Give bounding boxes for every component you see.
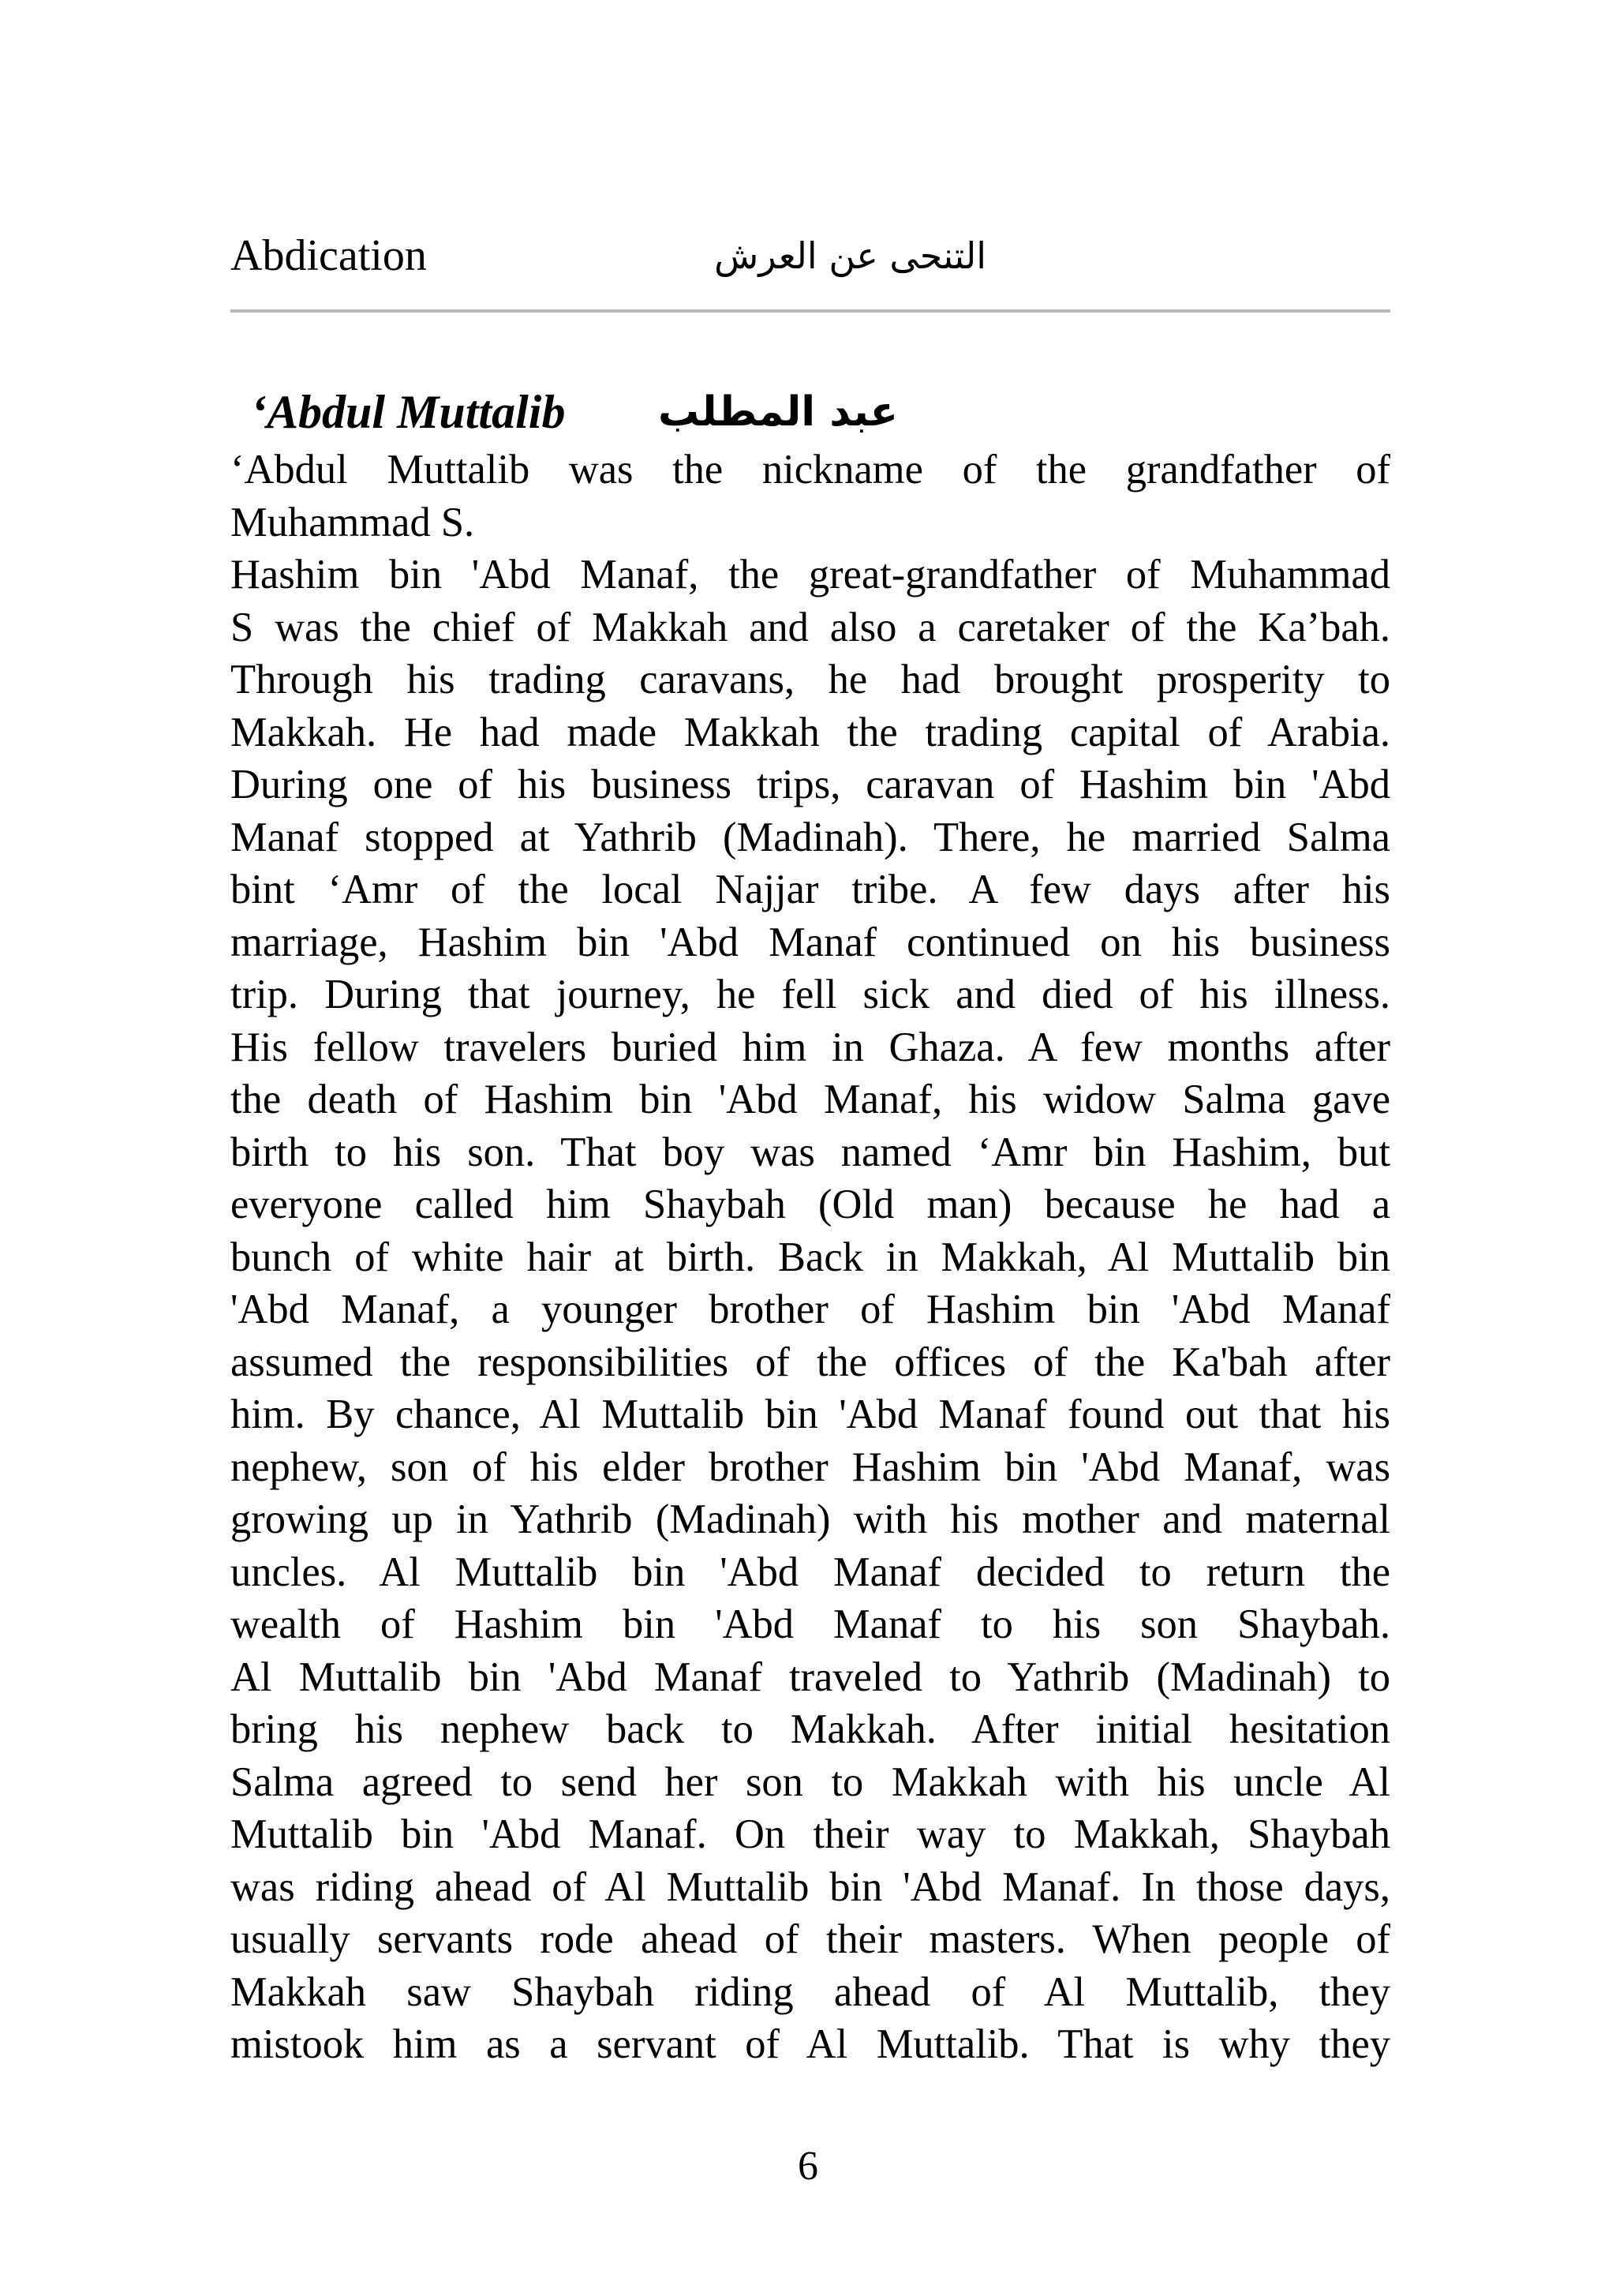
body-line: birth to his son. That boy was named ‘Amr bin Hashim, but xyxy=(230,1129,1390,1175)
body-line: was riding ahead of Al Muttalib bin 'Abd Manaf. In those days, xyxy=(230,1863,1390,1910)
body-text xyxy=(230,444,1390,2071)
body-line: His fellow travelers buried him in Ghaza. A few months after xyxy=(230,1024,1390,1070)
body-line: Salma agreed to send her son to Makkah with his uncle Al xyxy=(230,1759,1390,1805)
body-line: Hashim bin 'Abd Manaf, the great-grandfather of Muhammad xyxy=(230,552,1390,597)
body-line: assumed the responsibilities of the offices of the Ka'bah after xyxy=(230,1339,1390,1385)
section-title-english: ‘Abdul Muttalib xyxy=(251,386,566,438)
body-line: usually servants rode ahead of their masters. When people of xyxy=(230,1916,1390,1962)
body-line: bring his nephew back to Makkah. After initial hesitation xyxy=(230,1706,1390,1752)
body-line: Through his trading caravans, he had brought prosperity to xyxy=(230,657,1390,702)
body-line: ‘Abdul Muttalib was the nickname of the grandfather of xyxy=(230,447,1390,493)
body-line: everyone called him Shaybah (Old man) because he had a xyxy=(230,1182,1390,1227)
body-line: Manaf stopped at Yathrib (Madinah). There, he married Salma xyxy=(230,814,1390,860)
body-line: Makkah saw Shaybah riding ahead of Al Muttalib, they xyxy=(230,1968,1390,2015)
body-line: the death of Hashim bin 'Abd Manaf, his widow Salma gave xyxy=(230,1077,1390,1122)
header-divider xyxy=(230,309,1390,313)
section-title-arabic: عبد المطلب xyxy=(657,388,898,436)
body-line: trip. During that journey, he fell sick and died of his illness. xyxy=(230,972,1390,1017)
body-line: uncles. Al Muttalib bin 'Abd Manaf decided to return the xyxy=(230,1549,1390,1595)
body-line: him. By chance, Al Muttalib bin 'Abd Manaf found out that his xyxy=(230,1391,1390,1437)
body-line: marriage, Hashim bin 'Abd Manaf continued on his business xyxy=(230,919,1390,965)
body-line: 'Abd Manaf, a younger brother of Hashim bin 'Abd Manaf xyxy=(230,1287,1390,1332)
body-line: During one of his business trips, caravan of Hashim bin 'Abd xyxy=(230,762,1390,807)
body-line: wealth of Hashim bin 'Abd Manaf to his son Shaybah. xyxy=(230,1601,1390,1647)
body-line: Al Muttalib bin 'Abd Manaf traveled to Yathrib (Madinah) to xyxy=(230,1654,1390,1700)
body-line: nephew, son of his elder brother Hashim bin 'Abd Manaf, was xyxy=(230,1444,1390,1490)
page-number: 6 xyxy=(798,2144,818,2189)
running-header-arabic: التنحى عن العرش xyxy=(714,234,986,277)
body-line: Muhammad S. xyxy=(230,499,475,545)
body-line: Makkah. He had made Makkah the trading capital of Arabia. xyxy=(230,709,1390,755)
body-line: mistook him as a servant of Al Muttalib. That is why they xyxy=(230,2021,1390,2067)
body-line: bunch of white hair at birth. Back in Makkah, Al Muttalib bin xyxy=(230,1234,1390,1280)
body-line: Muttalib bin 'Abd Manaf. On their way to Makkah, Shaybah xyxy=(230,1811,1390,1857)
body-line: growing up in Yathrib (Madinah) with his mother and maternal xyxy=(230,1496,1390,1542)
body-line: S was the chief of Makkah and also a caretaker of the Ka’bah. xyxy=(230,604,1390,650)
body-line: bint ‘Amr of the local Najjar tribe. A few days after his xyxy=(230,867,1390,912)
running-header-english: Abdication xyxy=(230,231,427,280)
